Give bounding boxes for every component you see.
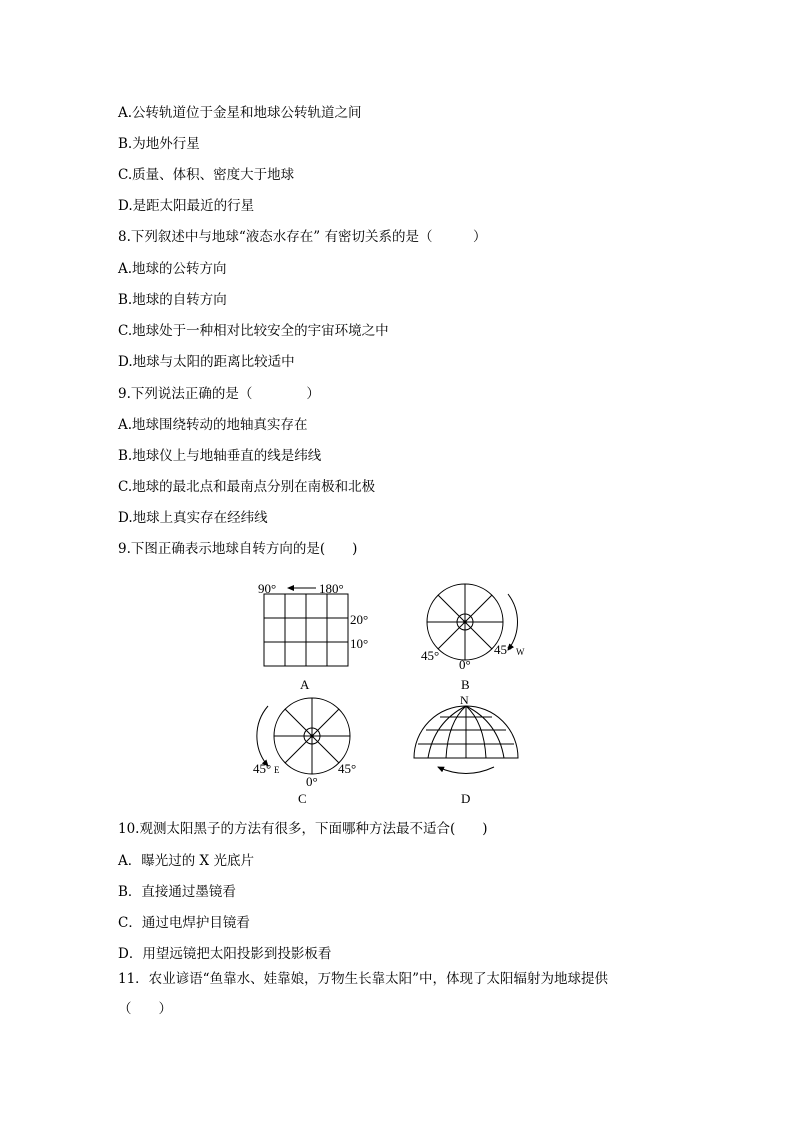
d-label: D [461,791,471,806]
question-8: 8.下列叙述中与地球“液态水存在” 有密切关系的是（ ） [118,229,487,245]
a-lon-right: 180° [319,581,344,596]
option-b-q7: B.为地外行星 [118,136,200,152]
c-right-label: 45° [338,761,357,776]
option-a-q9a: A.地球围绕转动的地轴真实存在 [118,417,308,433]
b-label: B [461,677,470,692]
c-left-label: 45° [253,761,272,776]
option-c-q9a: C.地球的最北点和最南点分别在南极和北极 [118,479,376,495]
c-label: C [298,791,307,806]
c-bottom-label: 0° [306,774,318,789]
b-right-label: 45° [494,642,513,657]
option-b-q8: B.地球的自转方向 [118,292,227,308]
diagram-a [264,588,348,666]
a-label: A [300,677,310,692]
c-pole-dot [310,734,314,738]
option-d-q10: D．用望远镜把太阳投影到投影板看 [118,946,332,962]
question-11: 11．农业谚语“鱼靠水、娃靠娘，万物生长靠太阳”中，体现了太阳辐射为地球提供 [118,971,608,987]
d-north-label: N [460,693,469,707]
question-9b: 9.下图正确表示地球自转方向的是( ) [118,541,358,557]
option-b-q10: B．直接通过墨镜看 [118,884,236,900]
option-a-q10: A．曝光过的 X 光底片 [118,853,254,869]
option-c-q10: C．通过电焊护目镜看 [118,915,250,931]
b-dir-label: W [516,647,525,657]
option-b-q9a: B.地球仪上与地轴垂直的线是纬线 [118,448,322,464]
option-c-q7: C.质量、体积、密度大于地球 [118,167,295,183]
option-a-q8: A.地球的公转方向 [118,261,227,277]
rotation-direction-figure [250,572,570,812]
question-9a: 9.下列说法正确的是（ ） [118,386,320,402]
option-d-q7: D.是距太阳最近的行星 [118,198,255,214]
rotation-diagram-svg [250,572,570,812]
question-11-blank: （ ） [118,1001,172,1017]
c-dir-label: E [274,765,280,775]
a-lon-left: 90° [258,581,277,596]
b-bottom-label: 0° [459,657,471,672]
b-left-label: 45° [421,648,440,663]
a-lat-lower: 10° [350,636,369,651]
option-d-q8: D.地球与太阳的距离比较适中 [118,354,295,370]
option-c-q8: C.地球处于一种相对比较安全的宇宙环境之中 [118,323,389,339]
option-a-q7: A.公转轨道位于金星和地球公转轨道之间 [118,105,362,121]
a-lat-upper: 20° [350,612,369,627]
diagram-d [414,706,518,774]
b-pole-dot [463,620,467,624]
question-10: 10.观测太阳黑子的方法有很多，下面哪种方法最不适合( ) [118,821,488,837]
option-d-q9a: D.地球上真实存在经纬线 [118,510,268,526]
